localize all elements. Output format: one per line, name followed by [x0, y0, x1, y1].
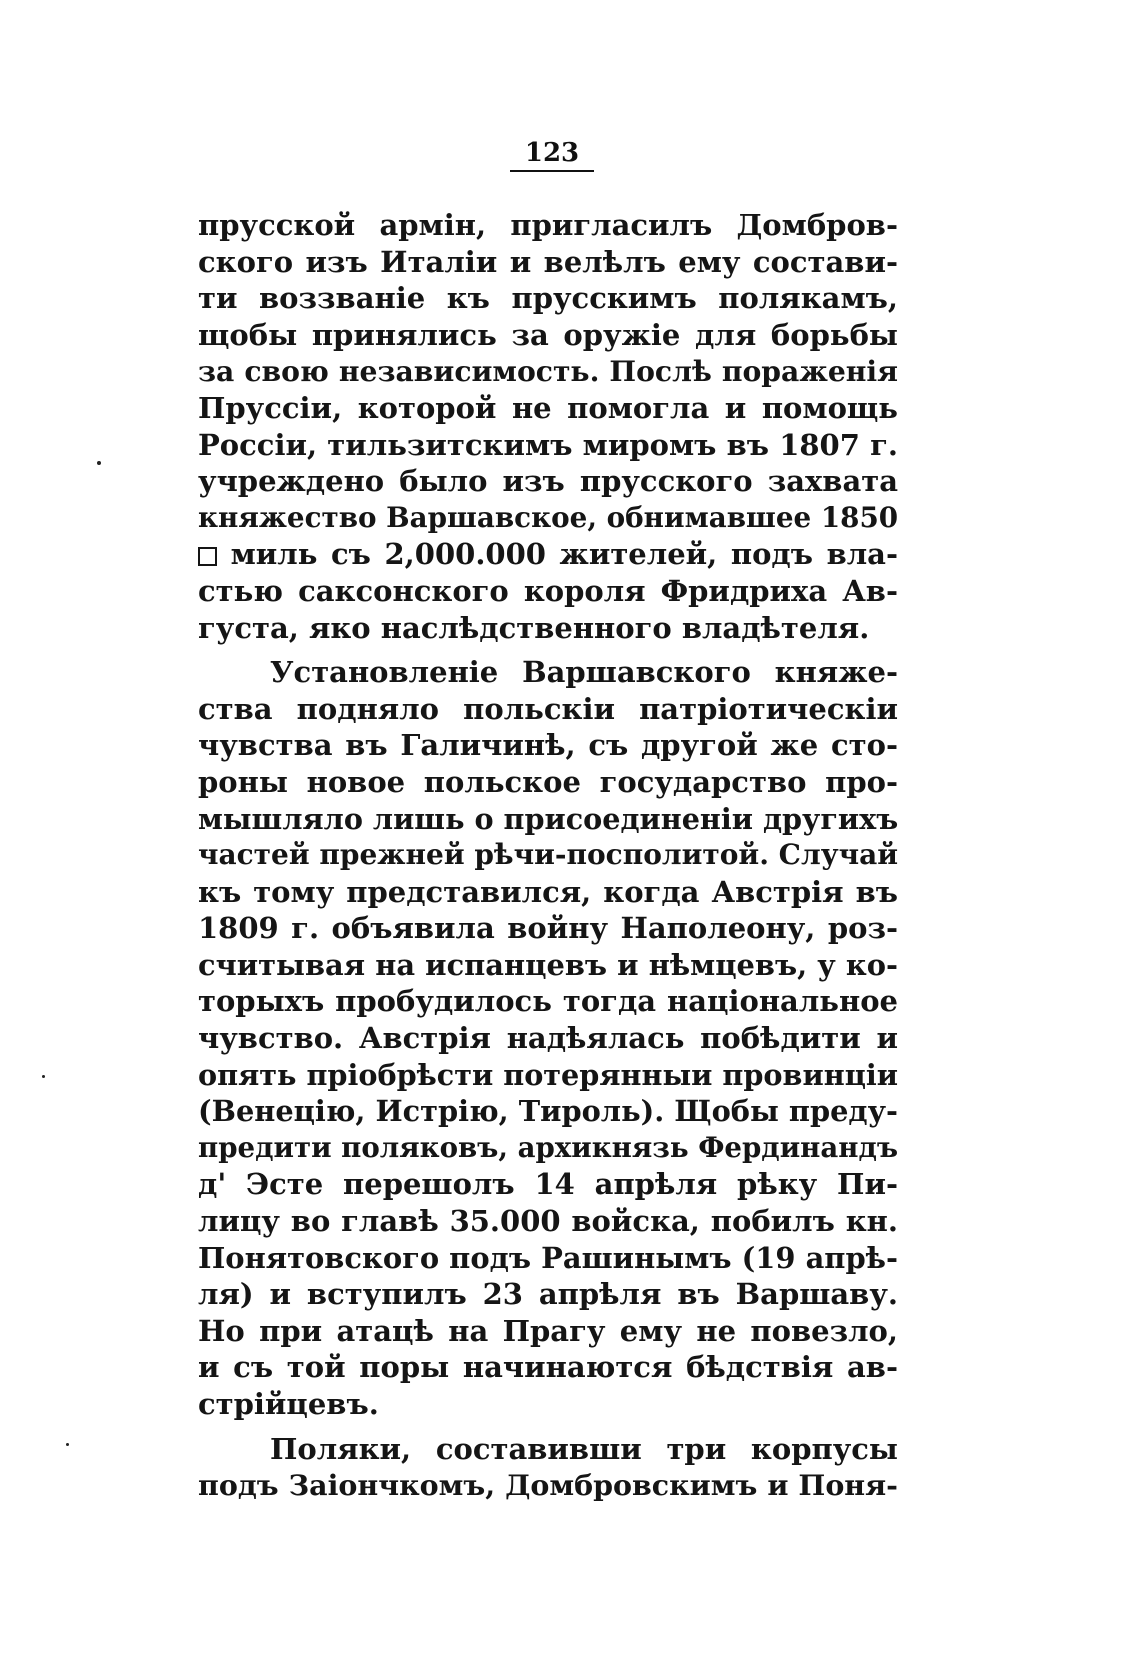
- text-line: Установленіе Варшавского княже-: [270, 655, 898, 690]
- text-line: стрійцевъ.: [198, 1387, 379, 1421]
- text-line: щобы принялись за оружіе для борьбы: [198, 317, 898, 352]
- text-line: опять пріобрѣсти потерянныи провинціи: [198, 1057, 898, 1092]
- text-line: прусской армін, пригласилъ Домбров-: [198, 208, 898, 242]
- text-line: чувство. Австрія надѣялась побѣдити и: [198, 1021, 898, 1056]
- text-line: княжество Варшавское, обнимавшее 1850: [198, 500, 899, 534]
- text-line: и съ той поры начинаются бѣдствія ав-: [198, 1350, 898, 1385]
- text-line: чувства въ Галичинѣ, съ другой же сто-: [198, 728, 898, 763]
- text-line: считывая на испанцевъ и нѣмцевъ, у ко-: [198, 947, 898, 982]
- text-line: [198, 536, 898, 573]
- text-line: Пруссіи, которой не помогла и помощь: [198, 390, 898, 425]
- text-line: ства подняло польскіи патріотическіи: [198, 691, 898, 726]
- paragraph-gap: [198, 646, 898, 654]
- text-line: густа, яко наслѣдственного владѣтеля.: [198, 610, 870, 645]
- body-text: [198, 207, 898, 1504]
- text-line: стью саксонского короля Фридриха Ав-: [198, 573, 898, 608]
- scan-speck: [97, 461, 101, 465]
- text-line: ля) и вступилъ 23 апрѣля въ Варшаву.: [198, 1277, 898, 1312]
- text-line: ского изъ Италіи и велѣлъ ему состави-: [198, 244, 898, 279]
- scan-speck: [42, 1075, 45, 1078]
- text-line: ти воззваніе къ прусскимъ полякамъ,: [198, 281, 898, 316]
- text-line: (Венецію, Истрію, Тироль). Щобы преду-: [198, 1094, 898, 1129]
- text-line: торыхъ пробудилось тогда національное: [198, 984, 898, 1019]
- text-line: подъ Заіончкомъ, Домбровскимъ и Поня-: [198, 1468, 898, 1503]
- text-line: Понятовского подъ Рашинымъ (19 апрѣ-: [198, 1240, 898, 1275]
- text-line: мышляло лишь о присоединеніи другихъ: [198, 801, 899, 836]
- text-line: за свою независимость. Послѣ пораженія: [198, 354, 898, 389]
- text-line: 1809 г. объявила войну Наполеону, роз-: [198, 911, 898, 946]
- text-line: Но при атацѣ на Прагу ему не повезло,: [198, 1313, 898, 1348]
- text-line: къ тому представился, когда Австрія въ: [198, 874, 898, 909]
- text-line: предити поляковъ, архикнязь Фердинандъ: [198, 1130, 899, 1164]
- square-symbol-icon: [198, 547, 217, 566]
- text-line: д' Эсте перешолъ 14 апрѣля рѣку Пи-: [198, 1167, 898, 1202]
- text-line: Поляки, составивши три корпусы: [270, 1431, 898, 1466]
- scan-speck: [66, 1443, 69, 1446]
- paragraph-gap: [198, 1423, 898, 1431]
- text-line: учреждено было изъ прусского захвата: [198, 464, 898, 499]
- text-line-content: миль съ 2,000.000 жителей, подъ вла-: [230, 537, 898, 572]
- text-line: роны новое польское государство про-: [198, 764, 898, 799]
- text-line: частей прежней рѣчи-посполитой. Случай: [198, 838, 899, 872]
- text-line: Россіи, тильзитскимъ миромъ въ 1807 г.: [198, 427, 898, 462]
- text-line: лицу во главѣ 35.000 войска, побилъ кн.: [198, 1204, 898, 1239]
- page-number: 123: [510, 138, 594, 172]
